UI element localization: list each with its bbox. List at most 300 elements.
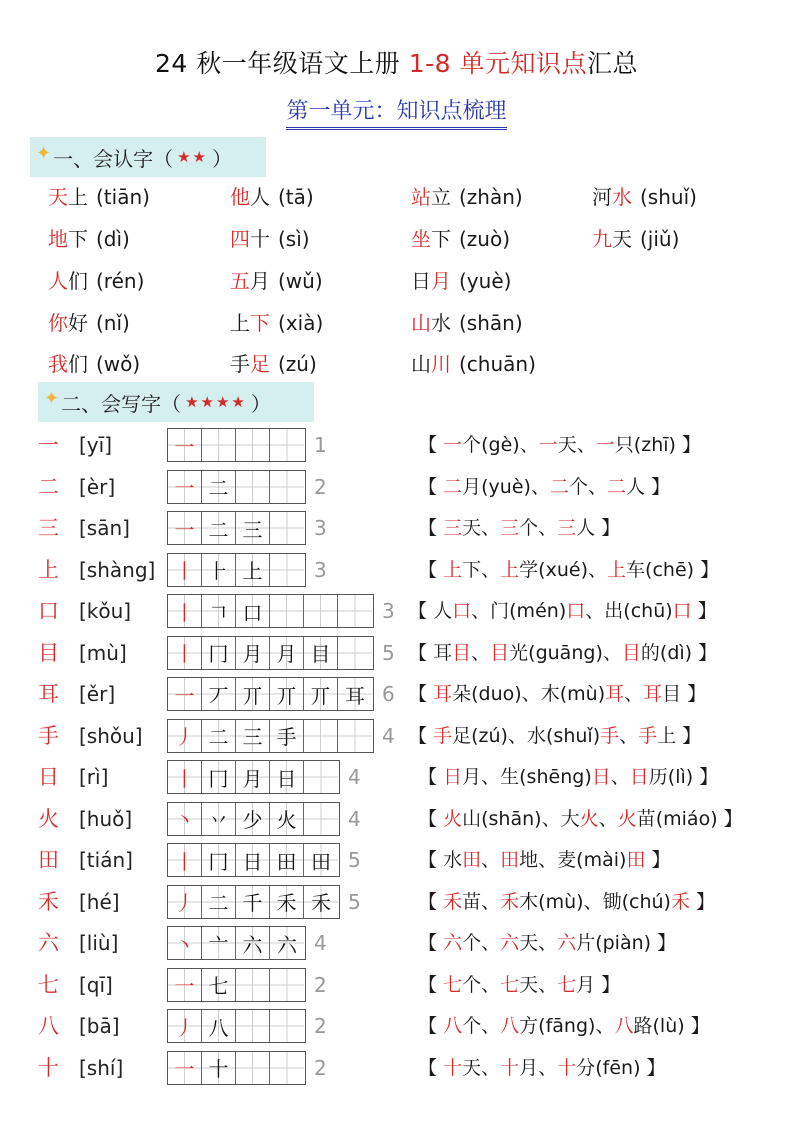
stroke-count: 5 xyxy=(382,640,395,665)
write-char: 一 xyxy=(38,433,59,457)
recognize-word xyxy=(592,183,697,211)
sparkle-icon: ✦ xyxy=(36,142,52,164)
stroke-cell xyxy=(304,761,338,793)
write-row xyxy=(0,717,793,757)
write-char: 七 xyxy=(38,972,59,997)
stroke-cell xyxy=(270,637,304,669)
stroke-glyph: 丶 xyxy=(174,932,195,957)
section-close-paren: ） xyxy=(212,146,232,171)
stroke-cell xyxy=(270,678,304,710)
stroke-count: 4 xyxy=(314,931,327,955)
section-write-header xyxy=(38,382,314,422)
recognize-word xyxy=(411,350,536,378)
example-words: 【 十天、十月、十分(fēn) 】 xyxy=(418,1056,666,1079)
stroke-count: 4 xyxy=(348,765,361,789)
write-pinyin: [shǒu] xyxy=(79,723,143,748)
write-char: 八 xyxy=(38,1014,59,1038)
stroke-glyph: 月 xyxy=(242,766,263,791)
stroke-cell xyxy=(202,969,236,1001)
stroke-cell xyxy=(168,637,202,669)
stroke-glyph: 七 xyxy=(208,974,229,998)
stroke-glyph: 丨 xyxy=(174,766,195,791)
stroke-order-grid xyxy=(167,760,340,794)
stroke-glyph: 丿 xyxy=(174,891,195,915)
example-words: 【 耳目、目光(guāng)、目的(dì) 】 xyxy=(408,641,718,664)
stroke-cell xyxy=(304,803,338,835)
write-pinyin: [shàng] xyxy=(79,557,156,582)
stroke-cell xyxy=(270,720,304,752)
char-b: 下 xyxy=(431,227,451,251)
stroke-order-grid xyxy=(167,968,306,1002)
stroke-cell xyxy=(236,429,270,461)
example-words: 【 人口、门(mén)口、出(chū)口 】 xyxy=(408,600,717,622)
recognize-word xyxy=(230,183,314,211)
stroke-cell xyxy=(270,1010,304,1042)
write-pinyin: [ěr] xyxy=(79,682,116,706)
char-a: 他 xyxy=(230,185,250,209)
example-words: 【 八个、八方(fāng)、八路(lù) 】 xyxy=(418,1015,710,1037)
example-words: 【 七个、七天、七月 】 xyxy=(418,973,621,996)
stroke-cell xyxy=(168,554,202,586)
char-b: 水 xyxy=(612,185,632,209)
pinyin: (rén) xyxy=(96,269,145,293)
stroke-glyph: 手 xyxy=(276,725,297,749)
char-b: 上 xyxy=(68,185,88,209)
stroke-cell xyxy=(202,678,236,710)
char-b: 十 xyxy=(250,227,270,251)
stroke-cell xyxy=(304,637,338,669)
stroke-cell xyxy=(270,761,304,793)
stroke-glyph: 三 xyxy=(242,725,263,749)
stroke-cell xyxy=(168,429,202,461)
write-char: 十 xyxy=(38,1055,59,1080)
stroke-glyph: 𠃍 xyxy=(208,600,229,625)
stroke-glyph: 丿 xyxy=(174,1015,195,1040)
char-b: 下 xyxy=(250,311,270,335)
stroke-count: 3 xyxy=(382,599,395,623)
stroke-order-grid xyxy=(167,1009,306,1043)
write-row xyxy=(0,468,793,508)
recognize-word xyxy=(48,267,144,295)
write-pinyin: [yī] xyxy=(79,433,112,457)
pinyin: (wǔ) xyxy=(278,269,323,293)
pinyin: (sì) xyxy=(278,227,310,251)
stroke-cell xyxy=(236,512,270,544)
write-pinyin: [rì] xyxy=(79,765,109,789)
write-pinyin: [sān] xyxy=(79,516,130,540)
example-words: 【 一个(gè)、一天、一只(zhī) 】 xyxy=(418,434,702,456)
pinyin: (xià) xyxy=(278,311,324,335)
stroke-cell xyxy=(202,927,236,959)
stroke-cell xyxy=(236,1052,270,1084)
stroke-cell xyxy=(304,720,338,752)
char-a: 坐 xyxy=(411,227,431,251)
char-b: 月 xyxy=(250,269,270,293)
char-b: 人 xyxy=(250,185,270,209)
char-b: 川 xyxy=(431,352,451,376)
pinyin: (zú) xyxy=(278,352,317,376)
stroke-cell xyxy=(202,1010,236,1042)
stroke-cell xyxy=(236,1010,270,1042)
pinyin: (jiǔ) xyxy=(640,227,680,251)
example-words: 【 手足(zú)、水(shuǐ)手、手上 】 xyxy=(408,724,702,747)
recognize-word xyxy=(230,267,323,295)
stroke-cell xyxy=(202,720,236,752)
write-pinyin: [qī] xyxy=(79,972,113,997)
stroke-count: 2 xyxy=(314,474,327,499)
stroke-cell xyxy=(236,969,270,1001)
stroke-glyph: 月 xyxy=(242,642,263,666)
write-row xyxy=(0,883,793,923)
example-words: 【 耳朵(duo)、木(mù)耳、耳目 】 xyxy=(408,683,707,705)
stroke-order-grid xyxy=(167,843,340,877)
unit-subtitle-text: 第一单元：知识点梳理 xyxy=(286,98,506,130)
write-pinyin: [shí] xyxy=(79,1055,124,1080)
write-row xyxy=(0,634,793,674)
stroke-cell xyxy=(270,554,304,586)
write-pinyin: [hé] xyxy=(79,889,120,914)
recognize-word xyxy=(592,225,679,253)
stroke-count: 5 xyxy=(348,848,361,872)
recognize-word xyxy=(48,225,130,253)
stroke-glyph: 八 xyxy=(208,1015,229,1040)
stroke-glyph: 丿 xyxy=(174,725,195,749)
char-a: 河 xyxy=(592,185,612,209)
stroke-cell xyxy=(202,429,236,461)
stroke-glyph: 火 xyxy=(276,808,297,832)
stroke-count: 2 xyxy=(314,1014,327,1038)
stroke-cell xyxy=(168,886,202,918)
stroke-cell xyxy=(168,512,202,544)
unit-subtitle xyxy=(0,98,793,130)
sparkle-icon: ✦ xyxy=(44,387,60,409)
write-row xyxy=(0,1007,793,1047)
stroke-cell xyxy=(338,595,372,627)
pinyin: (yuè) xyxy=(459,269,512,293)
char-b: 们 xyxy=(68,269,88,293)
write-char: 目 xyxy=(38,640,59,665)
stroke-order-grid xyxy=(167,1051,306,1085)
recognize-word xyxy=(411,183,523,211)
stroke-cell xyxy=(270,969,304,1001)
recognize-word xyxy=(411,309,523,337)
stroke-cell xyxy=(202,761,236,793)
stroke-cell xyxy=(168,595,202,627)
stroke-glyph: 一 xyxy=(174,683,195,708)
stroke-cell xyxy=(236,886,270,918)
stroke-cell xyxy=(202,554,236,586)
write-char: 田 xyxy=(38,848,59,872)
stroke-glyph: 千 xyxy=(242,891,263,915)
stroke-cell xyxy=(270,512,304,544)
pinyin: (dì) xyxy=(96,227,130,251)
write-char: 二 xyxy=(38,474,59,499)
stroke-cell xyxy=(202,844,236,876)
write-row xyxy=(0,841,793,881)
stroke-glyph: 丷 xyxy=(208,808,229,832)
stroke-glyph: 亠 xyxy=(208,932,229,957)
char-a: 四 xyxy=(230,227,250,251)
char-b: 水 xyxy=(431,311,451,335)
stroke-order-grid xyxy=(167,885,340,919)
stroke-glyph: 丨 xyxy=(174,642,195,666)
stroke-cell xyxy=(270,927,304,959)
char-b: 天 xyxy=(612,227,632,251)
write-char: 耳 xyxy=(38,682,59,706)
recognize-word xyxy=(48,183,150,211)
example-words: 【 二月(yuè)、二个、二人 】 xyxy=(418,475,671,498)
write-pinyin: [liù] xyxy=(79,931,119,955)
stroke-cell xyxy=(202,803,236,835)
write-pinyin: [tián] xyxy=(79,848,133,872)
char-a: 手 xyxy=(230,352,250,376)
section-label: 一、会认字（ xyxy=(53,146,174,171)
recognize-word xyxy=(411,225,510,253)
char-a: 地 xyxy=(48,227,68,251)
stroke-cell xyxy=(236,637,270,669)
stroke-cell xyxy=(236,720,270,752)
stroke-glyph: 耳 xyxy=(345,683,365,708)
stroke-count: 5 xyxy=(348,889,361,914)
stroke-cell xyxy=(270,886,304,918)
stroke-glyph: 丌 xyxy=(276,683,297,708)
stroke-cell xyxy=(168,1052,202,1084)
stroke-glyph: 三 xyxy=(242,517,263,542)
pinyin: (shān) xyxy=(459,311,523,335)
char-b: 立 xyxy=(431,185,451,209)
write-row xyxy=(0,1049,793,1089)
recognize-word xyxy=(411,267,511,295)
stroke-cell xyxy=(270,844,304,876)
stroke-glyph: 日 xyxy=(276,766,297,791)
stroke-cell xyxy=(236,761,270,793)
stroke-glyph: 一 xyxy=(174,974,195,998)
stroke-glyph: 丶 xyxy=(174,808,195,832)
stroke-cell xyxy=(202,595,236,627)
pinyin: (tiān) xyxy=(96,185,150,209)
write-row xyxy=(0,426,793,466)
write-pinyin: [bā] xyxy=(79,1014,120,1038)
write-pinyin: [kǒu] xyxy=(79,599,132,623)
stroke-cell xyxy=(168,720,202,752)
char-a: 天 xyxy=(48,185,68,209)
stroke-cell xyxy=(304,844,338,876)
stroke-cell xyxy=(202,637,236,669)
stroke-glyph: 少 xyxy=(242,808,263,832)
write-char: 火 xyxy=(38,806,59,831)
stroke-order-grid xyxy=(167,636,374,670)
section-recognize-header xyxy=(30,137,266,177)
stroke-count: 3 xyxy=(314,516,327,540)
stroke-glyph: 六 xyxy=(242,932,263,957)
write-char: 三 xyxy=(38,516,59,540)
stroke-order-grid xyxy=(167,926,306,960)
recognize-word xyxy=(48,309,130,337)
stroke-glyph: 丌 xyxy=(310,683,331,708)
stroke-count: 1 xyxy=(314,433,327,457)
pinyin: (wǒ) xyxy=(96,352,141,376)
example-words: 【 水田、田地、麦(mài)田 】 xyxy=(418,849,671,871)
stroke-cell xyxy=(202,471,236,503)
stroke-glyph: 冂 xyxy=(208,849,229,874)
stroke-order-grid xyxy=(167,428,306,462)
star-rating: ★★★★ xyxy=(185,393,247,411)
stroke-count: 2 xyxy=(314,1055,327,1080)
stroke-cell xyxy=(236,803,270,835)
stroke-glyph: 二 xyxy=(208,476,229,500)
stroke-count: 6 xyxy=(382,682,395,706)
stroke-glyph: 一 xyxy=(174,1057,195,1081)
recognize-word xyxy=(230,350,317,378)
stroke-glyph: 丨 xyxy=(174,600,195,625)
pinyin: (zuò) xyxy=(459,227,511,251)
stroke-cell xyxy=(236,678,270,710)
stroke-count: 3 xyxy=(314,557,327,582)
stroke-glyph: 丨 xyxy=(174,559,195,583)
stroke-order-grid xyxy=(167,677,374,711)
section-label: 二、会写字（ xyxy=(61,391,182,416)
char-a: 你 xyxy=(48,311,68,335)
example-words: 【 六个、六天、六片(piàn) 】 xyxy=(418,932,677,954)
stroke-cell xyxy=(338,637,372,669)
section-close-paren: ） xyxy=(250,391,271,416)
stroke-cell xyxy=(270,803,304,835)
write-char: 日 xyxy=(38,765,59,789)
pinyin: (nǐ) xyxy=(96,311,130,335)
stroke-glyph: 一 xyxy=(174,434,195,459)
stroke-glyph: ⺊ xyxy=(208,559,229,583)
stroke-cell xyxy=(304,595,338,627)
stroke-cell xyxy=(338,720,372,752)
stroke-glyph: 月 xyxy=(276,642,297,666)
stroke-cell xyxy=(236,844,270,876)
pinyin: (chuān) xyxy=(459,352,536,376)
char-a: 站 xyxy=(411,185,431,209)
stroke-count: 2 xyxy=(314,972,327,997)
stroke-glyph: 田 xyxy=(276,849,297,874)
stroke-cell xyxy=(202,886,236,918)
stroke-cell xyxy=(270,595,304,627)
stroke-cell xyxy=(236,471,270,503)
stroke-glyph: 二 xyxy=(208,725,229,749)
write-row xyxy=(0,551,793,591)
write-pinyin: [mù] xyxy=(79,640,127,665)
stroke-cell xyxy=(236,595,270,627)
write-char: 禾 xyxy=(38,889,59,914)
stroke-glyph: 冂 xyxy=(208,766,229,791)
write-row xyxy=(0,509,793,549)
stroke-cell xyxy=(202,1052,236,1084)
example-words: 【 上下、上学(xué)、上车(chē) 】 xyxy=(418,558,720,581)
write-row xyxy=(0,592,793,632)
pinyin: (zhàn) xyxy=(459,185,523,209)
stroke-glyph: 六 xyxy=(277,932,297,957)
recognize-word xyxy=(230,225,310,253)
write-row xyxy=(0,800,793,840)
char-a: 山 xyxy=(411,311,431,335)
write-row xyxy=(0,966,793,1006)
stroke-glyph: 丨 xyxy=(174,849,195,874)
title-highlight: 1-8 单元知识点 xyxy=(408,49,587,78)
stroke-glyph: 禾 xyxy=(311,891,331,915)
stroke-order-grid xyxy=(167,594,374,628)
stroke-glyph: 田 xyxy=(311,849,331,874)
stroke-order-grid xyxy=(167,802,340,836)
stroke-cell xyxy=(236,554,270,586)
write-row xyxy=(0,758,793,798)
pinyin: (tā) xyxy=(278,185,314,209)
stroke-cell xyxy=(168,803,202,835)
write-row xyxy=(0,675,793,715)
stroke-order-grid xyxy=(167,511,306,545)
stroke-cell xyxy=(168,1010,202,1042)
stroke-glyph: 二 xyxy=(208,891,229,915)
recognize-word xyxy=(230,309,323,337)
example-words: 【 禾苗、禾木(mù)、锄(chú)禾 】 xyxy=(418,890,716,913)
stroke-cell xyxy=(202,512,236,544)
stroke-glyph: 一 xyxy=(174,476,195,500)
stroke-cell xyxy=(304,886,338,918)
stroke-cell xyxy=(338,678,372,710)
char-a: 山 xyxy=(411,352,431,376)
stroke-order-grid xyxy=(167,470,306,504)
stroke-cell xyxy=(168,927,202,959)
stroke-glyph: 日 xyxy=(242,849,263,874)
stroke-order-grid xyxy=(167,719,374,753)
stroke-cell xyxy=(168,844,202,876)
stroke-glyph: 丆 xyxy=(208,683,229,708)
star-rating: ★★ xyxy=(177,148,208,166)
stroke-cell xyxy=(168,678,202,710)
char-a: 上 xyxy=(230,311,250,335)
char-b: 月 xyxy=(431,269,451,293)
example-words: 【 三天、三个、三人 】 xyxy=(418,517,621,539)
stroke-glyph: 禾 xyxy=(276,891,297,915)
stroke-glyph: 二 xyxy=(208,517,229,542)
stroke-cell xyxy=(236,927,270,959)
stroke-glyph: 一 xyxy=(174,517,195,542)
write-char: 手 xyxy=(38,723,59,748)
pinyin: (shuǐ) xyxy=(640,185,697,209)
char-b: 足 xyxy=(250,352,270,376)
stroke-cell xyxy=(270,1052,304,1084)
recognize-word xyxy=(48,350,140,378)
stroke-glyph: 丌 xyxy=(242,683,263,708)
write-char: 上 xyxy=(38,557,59,582)
stroke-glyph: 十 xyxy=(208,1057,229,1081)
char-a: 九 xyxy=(592,227,612,251)
stroke-count: 4 xyxy=(382,723,395,748)
stroke-cell xyxy=(270,471,304,503)
stroke-cell xyxy=(168,969,202,1001)
write-row xyxy=(0,924,793,964)
write-char: 口 xyxy=(38,599,59,623)
char-b: 下 xyxy=(68,227,88,251)
example-words: 【 日月、生(shēng)日、日历(lì) 】 xyxy=(418,766,719,788)
write-char: 六 xyxy=(38,931,59,955)
page-title xyxy=(0,44,793,80)
stroke-cell xyxy=(168,761,202,793)
stroke-cell xyxy=(168,471,202,503)
stroke-glyph: 冂 xyxy=(208,642,229,666)
stroke-glyph: 目 xyxy=(310,642,331,666)
example-words: 【 火山(shān)、大火、火苗(miáo) 】 xyxy=(418,807,743,830)
char-a: 五 xyxy=(230,269,250,293)
write-pinyin: [huǒ] xyxy=(79,806,133,831)
stroke-cell xyxy=(304,678,338,710)
char-a: 我 xyxy=(48,352,68,376)
stroke-glyph: 口 xyxy=(242,600,263,625)
